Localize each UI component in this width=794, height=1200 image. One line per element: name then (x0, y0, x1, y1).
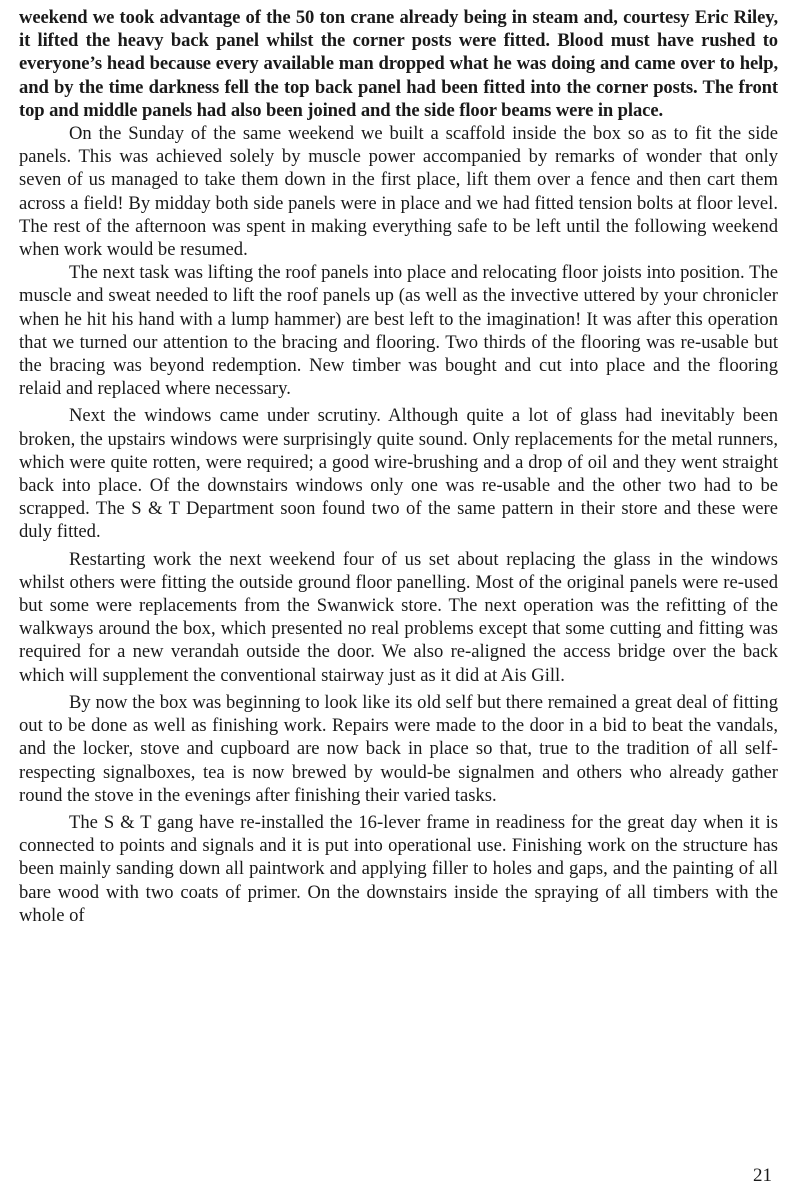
paragraph-6: By now the box was beginning to look like its old self but there remained a great deal of fitting out to be done as well as finishing work. Repairs were made to the door in a bid to beat the vandals, and the locker, stove and cupboard are now back in place so that, true to the tradition of all self-respecting signalboxes, tea is now brewed by would-be signalmen and others who already gather round the stove in the evenings after finishing their varied tasks. (19, 691, 778, 806)
paragraph-2: On the Sunday of the same weekend we built a scaffold inside the box so as to fit the side panels. This was achieved solely by muscle power accompanied by remarks of wonder that only seven of us managed to take them down in the first place, lift them over a fence and then cart them across a field! By midday both side panels were in place and we had fitted tension bolts at floor level. The rest of the afternoon was spent in making everything safe to be left until the following weekend when work would be resumed. (19, 123, 778, 261)
paragraph-5: Restarting work the next weekend four of us set about replacing the glass in the windows whilst others were fitting the outside ground floor panelling. Most of the original panels were re-used but some were replacements from the Swanwick store. The next operation was the refitting of the walkways around the box, which presented no real problems except that some cutting and fitting was required for a new verandah outside the door. We also re-aligned the access bridge over the back which will supplement the conventional stairway just as it did at Ais Gill. (19, 548, 778, 686)
paragraph-4: Next the windows came under scrutiny. Although quite a lot of glass had inevitably been broken, the upstairs windows were surprisingly quite sound. Only replacements for the metal runners, which were quite rotten, were required; a good wire-brushing and a drop of oil and they went straight back into place. Of the downstairs windows only one was re-usable and the other two had to be scrapped. The S & T Department soon found two of the same pattern in their store and these were duly fitted. (19, 405, 778, 543)
paragraph-1: weekend we took advantage of the 50 ton crane already being in steam and, courtesy Eric Riley, it lifted the heavy back panel whilst the corner posts were fitted. Blood must have rushed to everyone’s head because every available man dropped what he was doing and came over to help, and by the time darkness fell the top back panel had been fitted into the corner posts. The front top and middle panels had also been joined and the side floor beams were in place. (19, 7, 778, 121)
paragraph-3: The next task was lifting the roof panels into place and relocating floor joists into position. The muscle and sweat needed to lift the roof panels up (as well as the invective uttered by your chronicler when he hit his hand with a lump hammer) are best left to the imagination! It was after this operation that we turned our attention to the bracing and flooring. Two thirds of the flooring was re-usable but the bracing was beyond redemption. New timber was bought and cut into place and the flooring relaid and replaced where necessary. (19, 262, 778, 400)
paragraph-7: The S & T gang have re-installed the 16-lever frame in readiness for the great day when it is connected to points and signals and it is put into operational use. Finishing work on the structure has been mainly sanding down all paintwork and applying filler to holes and gaps, and the painting of all bare wood with two coats of primer. On the downstairs inside the spraying of all timbers with the whole of (19, 811, 778, 926)
document-page (19, 6, 778, 927)
page-number: 21 (753, 1165, 772, 1186)
